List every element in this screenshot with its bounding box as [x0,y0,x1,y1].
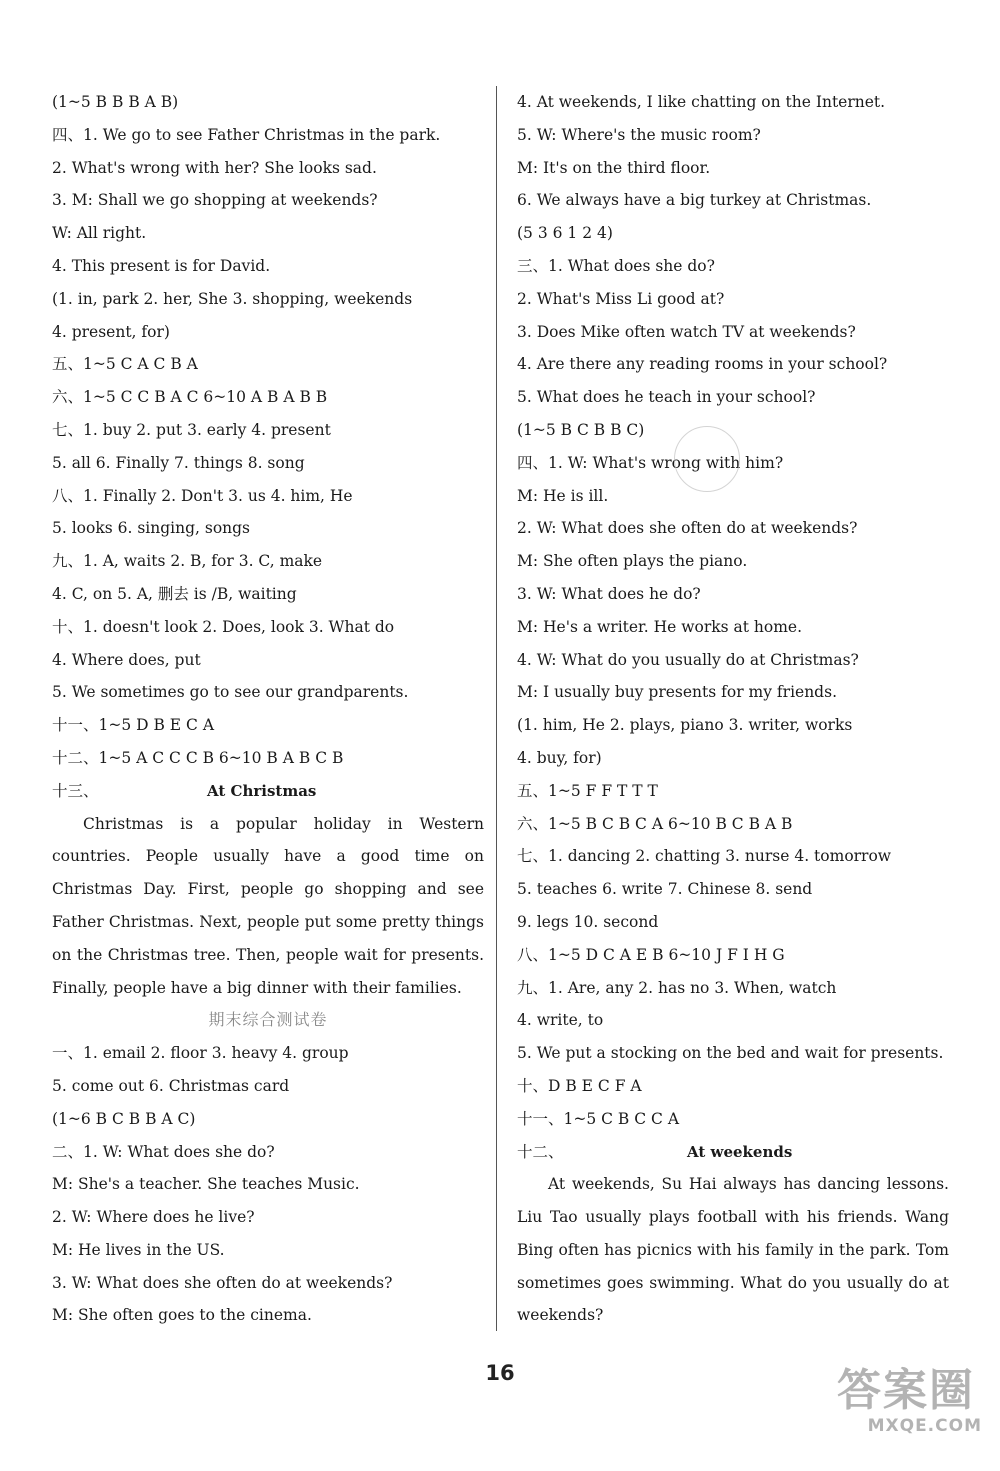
answer-line: 3. W: What does she often do at weekends? [52,1273,393,1292]
answer-line: M: He's a writer. He works at home. [517,617,803,636]
answer-line: (1~5 B C B B C) [517,420,645,439]
answer-line: 六、1~5 C C B A C 6~10 A B A B B [52,388,328,407]
answer-line: M: He is ill. [517,486,609,505]
answer-line: 十一、1~5 C B C C A [517,1109,680,1128]
answer-line: 2. What's Miss Li good at? [517,289,725,308]
answer-line: 十、1. doesn't look 2. Does, look 3. What do [52,617,395,636]
answer-line: 十一、1~5 D B E C A [52,716,215,735]
answer-line: 5. What does he teach in your school? [517,388,816,407]
answer-line: 5. We sometimes go to see our grandparents. [52,683,409,702]
answer-line: (1~6 B C B B A C) [52,1109,196,1128]
right-column [517,86,949,1332]
answer-line: 4. Where does, put [52,650,201,669]
watermark-url: MXQE.COM [867,1416,982,1436]
answer-line: M: He lives in the US. [52,1240,225,1259]
answer-line: 2. W: What does she often do at weekends? [517,519,858,538]
answer-line: 六、1~5 B C B C A 6~10 B C B A B [517,814,793,833]
answer-line: 4. present, for) [52,322,170,341]
answer-line: M: I usually buy presents for my friends. [517,683,837,702]
answer-line: 4. At weekends, I like chatting on the Internet. [517,93,886,111]
answer-line: (1. him, He 2. plays, piano 3. writer, works [517,716,853,735]
answer-line: 三、1. What does she do? [517,256,715,275]
answer-line: 5. all 6. Finally 7. things 8. song [52,453,305,472]
answer-line: 七、1. buy 2. put 3. early 4. present [52,420,331,439]
answer-line: 5. teaches 6. write 7. Chinese 8. send [517,880,813,899]
answer-line: M: She often plays the piano. [517,552,748,571]
answer-line: 七、1. dancing 2. chatting 3. nurse 4. tomorrow [517,847,892,866]
answer-line: (1. in, park 2. her, She 3. shopping, weekends [52,289,413,308]
section-heading [517,1136,949,1169]
answer-line: 4. buy, for) [517,748,602,767]
answer-line: 一、1. email 2. floor 3. heavy 4. group [52,1044,349,1063]
answer-line: 4. This present is for David. [52,256,271,275]
page-number: 16 [485,1361,515,1385]
answer-line: M: It's on the third floor. [517,158,711,177]
answer-line: 5. We put a stocking on the bed and wait for presents. [517,1044,944,1063]
watermark-logo: 答案圈 [837,1365,975,1416]
essay-paragraph: Christmas is a popular holiday in Western countries. People usually have a good time on Christmas Day. First, people go shopping and see Father Christmas. Next, people put some pretty things on the Christmas tree. Then, people wait for presents. Finally, people have a big dinner with their families. [52,814,484,997]
section-label: 十二、 [517,1142,564,1161]
answer-line: 九、1. Are, any 2. has no 3. When, watch [517,978,837,997]
ink-stamp [674,426,740,492]
answer-line: 2. W: Where does he live? [52,1208,255,1227]
answer-line: 四、1. W: What's wrong with him? [517,453,784,472]
answer-line: 四、1. We go to see Father Christmas in the park. [52,125,441,144]
answer-line: 十、D B E C F A [517,1076,642,1095]
answer-line: W: All right. [52,224,147,243]
answer-line: 二、1. W: What does she do? [52,1142,275,1161]
answer-line: (1~5 B B B A B) [52,93,179,111]
left-column [52,86,484,1332]
answer-line: 4. C, on 5. A, 删去 is /B, waiting [52,584,297,603]
answer-line: 2. What's wrong with her? She looks sad. [52,158,377,177]
essay-title: At Christmas [207,781,317,800]
answer-line: 五、1~5 C A C B A [52,355,198,374]
section-heading [52,775,484,808]
answer-line: 4. Are there any reading rooms in your school? [517,355,888,374]
answer-line: 5. looks 6. singing, songs [52,519,251,538]
answer-line: 八、1. Finally 2. Don't 3. us 4. him, He [52,486,353,505]
answer-line: 十二、1~5 A C C C B 6~10 B A B C B [52,748,344,767]
answer-line: 3. M: Shall we go shopping at weekends? [52,191,378,210]
answer-line: 五、1~5 F F T T T [517,781,658,800]
answer-line: 4. W: What do you usually do at Christmas? [517,650,859,669]
answer-line: 5. W: Where's the music room? [517,125,761,144]
essay-title: At weekends [687,1142,793,1161]
answer-line: 5. come out 6. Christmas card [52,1076,290,1095]
answer-line: 3. Does Mike often watch TV at weekends? [517,322,856,341]
answer-line: 九、1. A, waits 2. B, for 3. C, make [52,552,323,571]
exam-title: 期末综合测试卷 [208,1010,328,1030]
answer-line: 3. W: What does he do? [517,584,701,603]
answer-line: 八、1~5 D C A E B 6~10 J F I H G [517,945,785,964]
answer-line: (5 3 6 1 2 4) [517,224,613,243]
answer-line: M: She often goes to the cinema. [52,1306,312,1325]
essay-paragraph: At weekends, Su Hai always has dancing lessons. Liu Tao usually plays football with his friends. Wang Bing often has picnics with his family in the park. Tom sometimes goes swimming. What do you usually do at weekends? [517,1175,949,1325]
answer-line: M: She's a teacher. She teaches Music. [52,1175,360,1194]
section-label: 十三、 [52,781,99,800]
column-divider [496,86,497,1331]
watermark [837,1366,982,1451]
answer-line: 4. write, to [517,1011,604,1030]
answer-line: 6. We always have a big turkey at Christmas. [517,191,872,210]
answer-line: 9. legs 10. second [517,912,659,931]
